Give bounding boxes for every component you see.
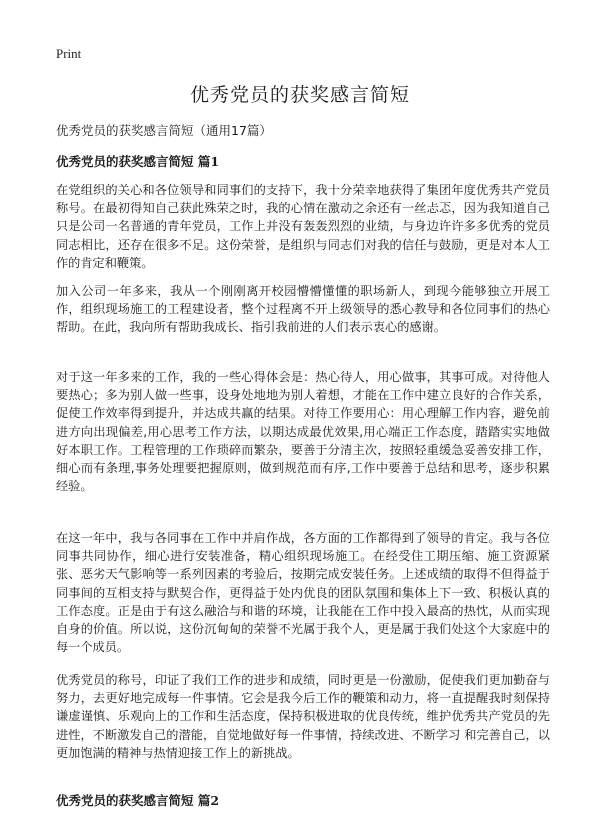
print-link[interactable]: Print (56, 46, 82, 61)
paragraph: 在这一年中，我与各同事在工作中并肩作战，各方面的工作都得到了领导的肯定。我与各位同事共同协作，细心进行安装准备，精心组织现场施工。在经受住工期压缩、施工资源紧张、恶劣天气影响等一系列因素的考验后，按期完成安装任务。上述成绩的取得不但得益于同事间的互相支持与默契合作，更得益于处内优良的团队氛围和集体上下一致、积极认真的工作态度。正是由于有这么融洽与和谐的环境，让我能在工作中投入最高的热忱，从而实现自身的价值。所以说，这份沉甸甸的荣誉不光属于我个人，更是属于我们处这个大家庭中的每一个成员。 (56, 531, 550, 655)
section-heading-2: 优秀党员的获奖感言简短 篇2 (56, 793, 220, 808)
paragraph: 优秀党员的称号，印证了我们工作的进步和成绩，同时更是一份激励，促使我们更加勤奋与努力，去更好地完成每一件事情。它会是我今后工作的鞭策和动力，将一直提醒我时刻保持谦虚谨慎、乐观向上的工作和生活态度，保持积极进取的优良传统，维护优秀共产党员的先进性，不断激发自己的潜能，自觉地做好每一件事情，持续改进、不断学习 和完善自己，以更加饱满的精神与热情迎接工作上的新挑战。 (56, 673, 550, 760)
paragraph: 加入公司一年多来，我从一个刚刚离开校园懵懵懂懂的职场新人，到现今能够独立开展工作，组织现场施工的工程建设者，整个过程离不开上级领导的悉心教导和各位同事们的热心帮助。在此，我向所有帮助我成长、指引我前进的人们表示衷心的感谢。 (56, 284, 550, 335)
section-heading-1: 优秀党员的获奖感言简短 篇1 (56, 154, 220, 169)
paragraph: 在党组织的关心和各位领导和同事们的支持下，我十分荣幸地获得了集团年度优秀共产党员称号。在最初得知自己获此殊荣之时，我的心情在激动之余还有一丝忐忑，因为我知道自己只是公司一名普通的青年党员，工作上并没有轰轰烈烈的业绩，与身边许许多多优秀的党员同志相比，还存在很多不足。这份荣誉，是组织与同志们对我的信任与鼓励，更是对本人工作的肯定和鞭策。 (56, 183, 550, 270)
document-subtitle: 优秀党员的获奖感言简短（通用17篇） (56, 123, 272, 138)
paragraph: 对于这一年多来的工作，我的一些心得体会是：热心待人，用心做事，其事可成。对待他人要热心；多为别人做一些事，设身处地地为别人着想，才能在工作中建立良好的合作关系，促使工作效率得到提升，并达成共赢的结果。对待工作要用心：用心理解工作内容，避免前进方向出现偏差,用心思考工作方法，以期达成最优效果,用心端正工作态度，踏踏实实地做好本职工作。工程管理的工作琐碎而繁杂，要善于分清主次，按照轻重缓急妥善安排工作，细心而有条理,事务处理要把握原则，做到规范而有序,工作中要善于总结和思考，逐步积累经验。 (56, 370, 550, 494)
page-title: 优秀党员的获奖感言简短 (189, 84, 410, 106)
